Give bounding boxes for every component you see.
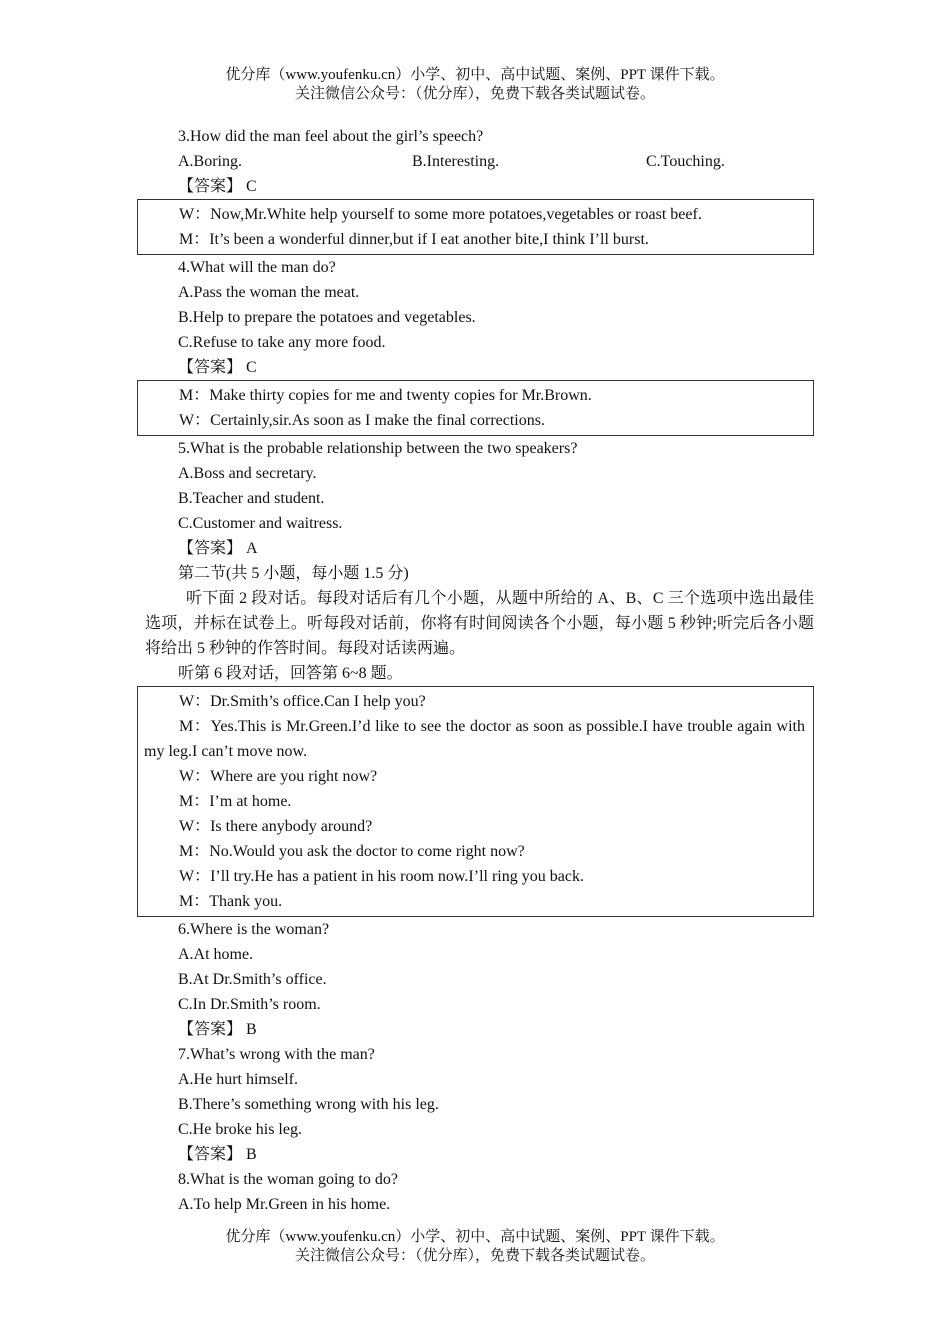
dialog-line: W：Where are you right now? <box>179 768 378 785</box>
option-a: A.Pass the woman the meat. <box>178 284 360 301</box>
header-line-2: 关注微信公众号：（优分库），免费下载各类试题试卷。 <box>294 86 655 102</box>
option-a: A.Boss and secretary. <box>178 465 317 482</box>
dialog-6-intro: 听第 6 段对话，回答第 6~8 题。 <box>178 665 403 682</box>
option-c: C.Refuse to take any more food. <box>178 334 386 351</box>
option-a: A.To help Mr.Green in his home. <box>178 1196 391 1213</box>
dialog-line: M：It’s been a wonderful dinner,but if I eat another bite,I think I’ll burst. <box>179 231 649 248</box>
question-8: 8.What is the woman going to do? <box>178 1171 398 1188</box>
dialog-line: W：Certainly,sir.As soon as I make the final corrections. <box>179 412 545 429</box>
dialog-line: W：Is there anybody around? <box>179 818 373 835</box>
option-c: C.Touching. <box>646 153 725 170</box>
option-b: B.Help to prepare the potatoes and vegetables. <box>178 309 476 326</box>
dialog-line: M：I’m at home. <box>179 793 292 810</box>
answer-5: 【答案】 A <box>178 540 258 557</box>
question-5: 5.What is the probable relationship between the two speakers? <box>178 440 578 457</box>
option-a: A.Boring. <box>178 153 242 170</box>
option-b: B.There’s something wrong with his leg. <box>178 1096 439 1113</box>
page-content <box>137 124 814 1217</box>
dialog-box-4 <box>137 199 814 255</box>
option-c: C.Customer and waitress. <box>178 515 343 532</box>
header-line-1: 优分库（www.youfenku.cn）小学、初中、高中试题、案例、PPT 课件下载。 <box>225 67 725 83</box>
page-footer <box>0 1228 950 1266</box>
dialog-line: M：Make thirty copies for me and twenty copies for Mr.Brown. <box>179 387 592 404</box>
footer-line-1: 优分库（www.youfenku.cn）小学、初中、高中试题、案例、PPT 课件下载。 <box>225 1229 725 1245</box>
dialog-box-5 <box>137 380 814 436</box>
dialog-line: W：I’ll try.He has a patient in his room now.I’ll ring you back. <box>179 868 584 885</box>
answer-6: 【答案】 B <box>178 1021 257 1038</box>
option-c: C.He broke his leg. <box>178 1121 302 1138</box>
dialog-line: W：Dr.Smith’s office.Can I help you? <box>179 693 426 710</box>
answer-3: 【答案】 C <box>178 178 257 195</box>
dialog-box-6 <box>137 686 814 917</box>
section-2-title: 第二节(共 5 小题，每小题 1.5 分) <box>178 565 409 582</box>
option-b: B.Teacher and student. <box>178 490 325 507</box>
option-b: B.At Dr.Smith’s office. <box>178 971 327 988</box>
question-3-options <box>137 149 814 174</box>
question-3: 3.How did the man feel about the girl’s speech? <box>178 128 484 145</box>
question-4: 4.What will the man do? <box>178 259 336 276</box>
footer-line-2: 关注微信公众号：（优分库），免费下载各类试题试卷。 <box>294 1248 655 1264</box>
question-6: 6.Where is the woman? <box>178 921 330 938</box>
option-c: C.In Dr.Smith’s room. <box>178 996 321 1013</box>
dialog-line: W：Now,Mr.White help yourself to some more potatoes,vegetables or roast beef. <box>179 206 702 223</box>
option-a: A.He hurt himself. <box>178 1071 298 1088</box>
answer-7: 【答案】 B <box>178 1146 257 1163</box>
dialog-line: M：No.Would you ask the doctor to come right now? <box>179 843 525 860</box>
page-header <box>0 66 950 104</box>
answer-4: 【答案】 C <box>178 359 257 376</box>
dialog-line: M：Yes.This is Mr.Green.I’d like to see the doctor as soon as possible.I have trouble again with my leg.I can’t move now. <box>144 718 805 760</box>
option-a: A.At home. <box>178 946 254 963</box>
option-b: B.Interesting. <box>412 153 500 170</box>
question-7: 7.What’s wrong with the man? <box>178 1046 375 1063</box>
dialog-line: M：Thank you. <box>179 893 283 910</box>
section-2-instructions: 听下面 2 段对话。每段对话后有几个小题，从题中所给的 A、B、C 三个选项中选出最佳选项，并标在试卷上。听每段对话前，你将有时间阅读各个小题，每小题 5 秒钟;听完后各小题将给出 5 秒钟的作答时间。每段对话读两遍。 <box>145 590 814 657</box>
